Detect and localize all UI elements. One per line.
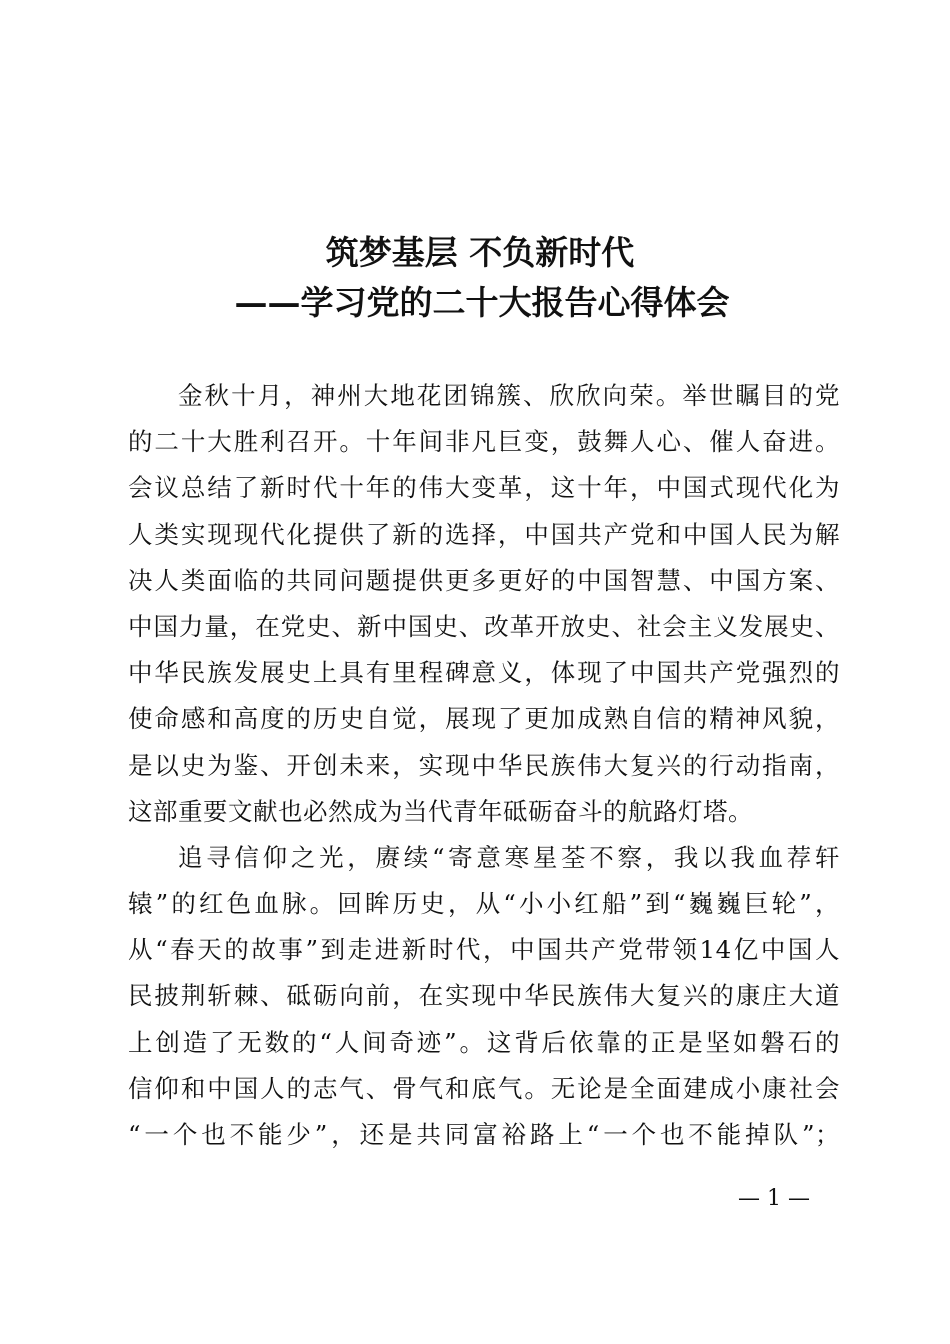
text-line: 金秋十月，神州大地花团锦簇、欣欣向荣。举世瞩目的党: [178, 381, 840, 410]
text-line: 信仰和中国人的志气、骨气和底气。无论是全面建成小康社会: [128, 1073, 840, 1103]
text-line: 的二十大胜利召开。十年间非凡巨变，鼓舞人心、催人奋进。: [128, 427, 840, 457]
text-line: 决人类面临的共同问题提供更多更好的中国智慧、中国方案、: [128, 565, 840, 595]
paragraph-1: [128, 373, 840, 835]
text-line: 使命感和高度的历史自觉，展现了更加成熟自信的精神风貌，: [128, 704, 840, 734]
text-line: 这部重要文献也必然成为当代青年砥砺奋斗的航路灯塔。: [128, 796, 753, 826]
text-line: 追寻信仰之光，赓续“寄意寒星荃不察，我以我血荐轩: [178, 842, 840, 872]
document-subtitle: ——学习党的二十大报告心得体会: [234, 283, 730, 322]
title-block: [0, 228, 950, 328]
paragraph-2: [128, 835, 840, 1158]
page-number: — 1 —: [738, 1186, 810, 1211]
text-line: 从“春天的故事”到走进新时代，中国共产党带领14亿中国人: [128, 935, 840, 965]
text-line: 会议总结了新时代十年的伟大变革，这十年，中国式现代化为: [128, 473, 840, 503]
text-line: 是以史为鉴、开创未来，实现中华民族伟大复兴的行动指南，: [128, 750, 840, 780]
text-line: 上创造了无数的“人间奇迹”。这背后依靠的正是坚如磐石的: [128, 1027, 840, 1057]
document-title: 筑梦基层 不负新时代: [325, 233, 635, 272]
text-line: 中国力量，在党史、新中国史、改革开放史、社会主义发展史、: [128, 611, 840, 641]
text-line: 民披荆斩棘、砥砺向前，在实现中华民族伟大复兴的康庄大道: [128, 981, 840, 1011]
text-line: 人类实现现代化提供了新的选择，中国共产党和中国人民为解: [128, 519, 840, 549]
text-line: 中华民族发展史上具有里程碑意义，体现了中国共产党强烈的: [128, 658, 840, 688]
text-line: “一个也不能少”，还是共同富裕路上“一个也不能掉队”；: [128, 1120, 840, 1149]
body-text: [128, 373, 840, 1158]
text-line: 辕”的红色血脉。回眸历史，从“小小红船”到“巍巍巨轮”，: [128, 889, 840, 919]
